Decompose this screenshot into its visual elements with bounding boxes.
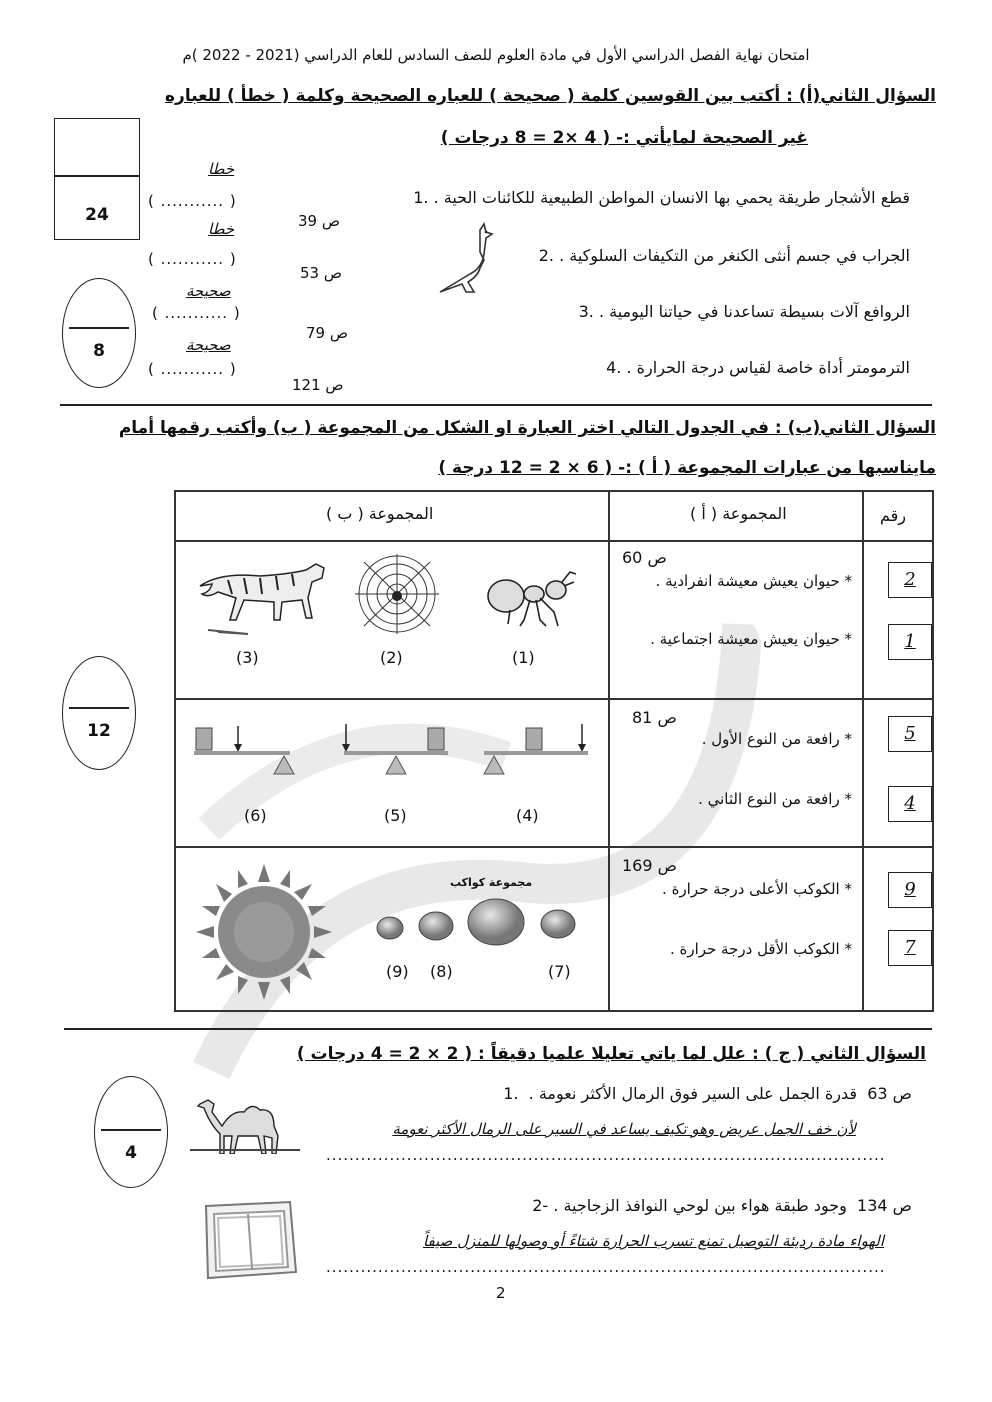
label-5: (5) (384, 806, 407, 825)
answer-box-row-1a: 2 (888, 562, 932, 598)
label-3: (3) (236, 648, 259, 667)
statement-solitary: * حيوان يعيش معيشة انفرادية . (655, 572, 852, 590)
statement-coldest-planet: * الكوكب الأقل درجة حرارة . (669, 940, 852, 958)
item-text: الروافع آلات بسيطة تساعدنا في حياتنا اليومية . (598, 302, 910, 321)
planets-caption: مجموعة كواكب (450, 876, 533, 889)
page-ref-row-2: ص 81 (632, 708, 677, 727)
blank-3: ( ........... ) (152, 304, 241, 322)
reason-answer-2: الهواء مادة رديئة التوصيل تمنع تسرب الحرارة شتاءً أو وصولها للمنزل صيفاً (422, 1232, 884, 1250)
lever-diagram-5 (336, 720, 456, 788)
label-9: (9) (386, 962, 409, 981)
reason-answer-1: لأن خف الجمل عريض وهو تكيف يساعد في السير على الرمال الأكثر نعومة (392, 1120, 856, 1138)
statement-hottest-planet: * الكوكب الأعلى درجة حرارة . (662, 880, 852, 898)
part-c-item-1 (503, 1084, 912, 1103)
part-a-item-3 (579, 302, 910, 321)
page-ref-4: ص 121 (292, 376, 344, 394)
blank-2: ( ........... ) (148, 250, 237, 268)
divider-2 (64, 1028, 932, 1030)
part-a-item-4 (606, 358, 910, 377)
exam-title: امتحان نهاية الفصل الدراسي الأول في مادة العلوم للصف السادس للعام الدراسي (2021 - 2022 )م (182, 46, 810, 64)
score-total: 24 (85, 205, 109, 225)
table-col-divider (608, 490, 610, 1012)
item-text: الترمومتر أداة خاصة لقياس درجة الحرارة . (626, 358, 910, 377)
blank-1: ( ........... ) (148, 192, 237, 210)
camel-icon (190, 1088, 300, 1158)
part-b-title-line1: السؤال الثاني(ب) : في الجدول التالي اختر العبارة او الشكل من المجموعة ( ب) وأكتب رقمها أمام (118, 418, 936, 438)
part-c-title: السؤال الثاني ( ج ) : علل لما ياتي تعليلا علميا دقيقاً : ( 2 × 2 = 4 درجات ) (296, 1044, 926, 1064)
table-row-divider (174, 846, 934, 848)
answer-1: خطا (208, 160, 235, 178)
part-a-item-2 (539, 246, 910, 265)
kangaroo-icon (430, 222, 504, 302)
ant-icon (480, 566, 580, 636)
item-page: ص 63 (867, 1084, 912, 1103)
label-1: (1) (512, 648, 535, 667)
planets-group-icon (372, 892, 582, 956)
item-text: وجود طبقة هواء بين لوحي النوافذ الزجاجية . (553, 1196, 847, 1215)
item-number: .3 (578, 302, 594, 321)
item-text: قدرة الجمل على السير فوق الرمال الأكثر نعومة . (528, 1084, 858, 1103)
score-part-a: 8 (93, 341, 105, 361)
answer-3: صحيحة (186, 282, 231, 300)
page-ref-3: ص 79 (306, 324, 348, 342)
lever-diagram-6 (192, 720, 302, 788)
blank-4: ( ........... ) (148, 360, 237, 378)
item-text: الجراب في جسم أنثى الكنغر من التكيفات السلوكية . (559, 246, 910, 265)
score-box-total (54, 118, 140, 240)
label-2: (2) (380, 648, 403, 667)
part-a-item-1 (413, 188, 910, 207)
answer-box-row-3a: 9 (888, 872, 932, 908)
answer-2: خطا (208, 220, 235, 238)
label-8: (8) (430, 962, 453, 981)
part-c-item-2 (532, 1196, 912, 1215)
item-number: -2 (532, 1196, 549, 1215)
table-col-divider (862, 490, 864, 1012)
page-ref-1: ص 39 (298, 212, 340, 230)
page-ref-row-3: ص 169 (622, 856, 677, 875)
item-page: ص 134 (857, 1196, 912, 1215)
score-oval-part-b (62, 656, 136, 770)
part-a-title-line1: السؤال الثاني(أ) : أكتب بين القوسين كلمة ( صحيحة ) للعباره الصحيحة وكلمة ( خطأ ) للعباره (165, 86, 936, 106)
page-number: 2 (496, 1284, 506, 1302)
score-oval-part-a (62, 278, 136, 388)
window-frame-icon (200, 1200, 300, 1284)
dots-line-2: ................................................................................................. (326, 1258, 886, 1276)
table-row-divider (174, 540, 934, 542)
label-4: (4) (516, 806, 539, 825)
tiger-icon (188, 556, 328, 642)
sun-icon (194, 862, 334, 1006)
answer-box-row-3b: 7 (888, 930, 932, 966)
page-ref-2: ص 53 (300, 264, 342, 282)
item-number: .4 (606, 358, 622, 377)
divider-1 (60, 404, 932, 406)
dots-line-1: ................................................................................................. (326, 1146, 886, 1164)
item-text: قطع الأشجار طريقة يحمي بها الانسان المواطن الطبيعية للكائنات الحية . (433, 188, 910, 207)
item-number: .2 (538, 246, 554, 265)
score-part-c: 4 (125, 1143, 137, 1163)
answer-4: صحيحة (186, 336, 231, 354)
label-6: (6) (244, 806, 267, 825)
header-group-b: المجموعة ( ب ) (326, 504, 434, 523)
lever-diagram-4 (478, 720, 598, 788)
answer-box-row-1b: 1 (888, 624, 932, 660)
item-number: .1 (503, 1084, 519, 1103)
answer-box-row-2a: 5 (888, 716, 932, 752)
statement-second-class-lever: * رافعة من النوع الثاني . (698, 790, 852, 808)
score-part-b: 12 (87, 721, 111, 741)
answer-box-row-2b: 4 (888, 786, 932, 822)
page-ref-row-1: ص 60 (622, 548, 667, 567)
header-number: رقم (880, 506, 907, 525)
table-row-divider (174, 698, 934, 700)
part-a-title-line2: غير الصحيحة لمايأتي :- ( 4 ×2 = 8 درجات ) (440, 128, 808, 148)
label-7: (7) (548, 962, 571, 981)
statement-social: * حيوان يعيش معيشة اجتماعية . (650, 630, 852, 648)
statement-first-class-lever: * رافعة من النوع الأول . (701, 730, 852, 748)
spider-web-icon (352, 552, 442, 640)
header-group-a: المجموعة ( أ ) (690, 504, 787, 523)
part-b-title-line2: مايناسبها من عبارات المجموعة ( أ ) :- ( 6 × 2 = 12 درجة ) (438, 458, 936, 478)
score-oval-part-c (94, 1076, 168, 1188)
item-number: .1 (413, 188, 429, 207)
